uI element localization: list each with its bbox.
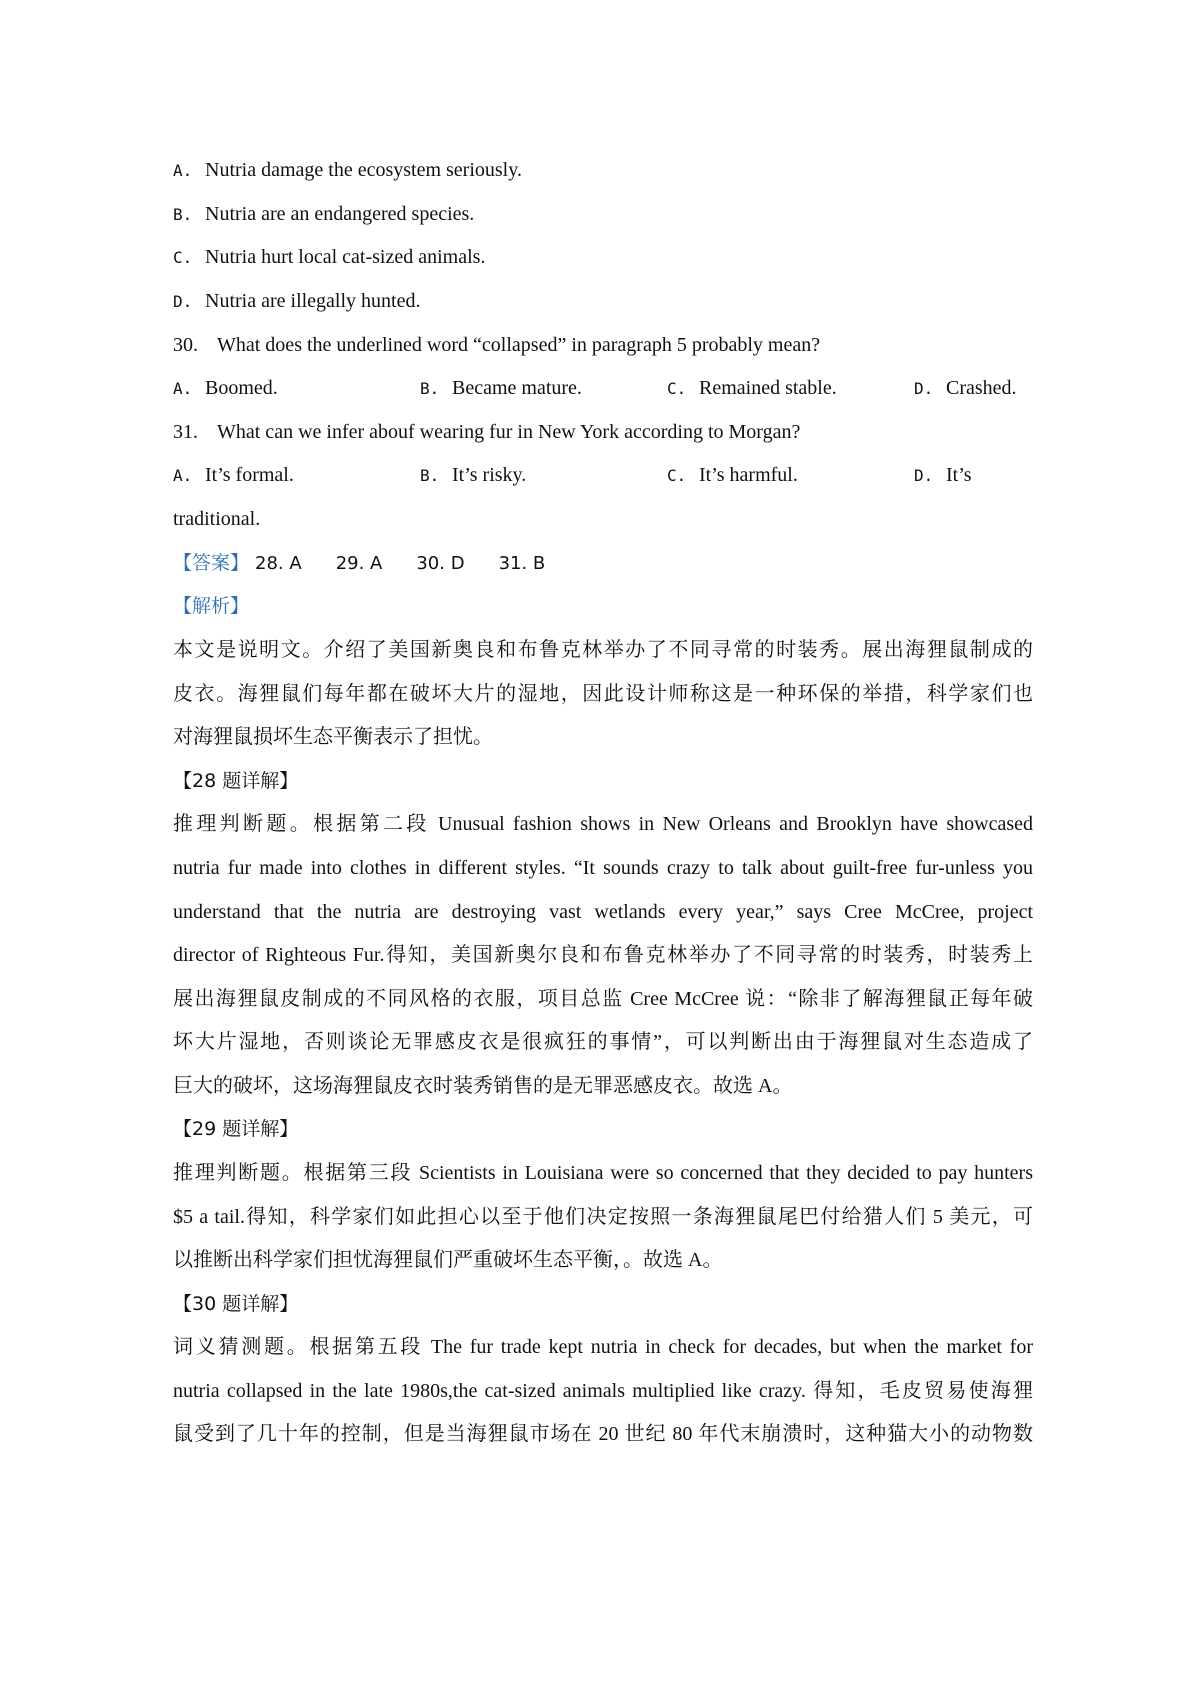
detail-28-line: 展出海狸鼠皮制成的不同风格的衣服，项目总监 Cree McCree 说：“除非了解海狸鼠正每年破 [173,988,1033,1010]
question-text: What does the underlined word “collapsed” in paragraph 5 probably mean? [217,334,821,356]
analysis-line: 对海狸鼠损坏生态平衡表示了担忧。 [173,726,493,748]
option-text: It’s risky. [452,464,527,486]
option-text: Nutria damage the ecosystem seriously. [205,159,522,181]
answer-item: 29. A [335,553,383,574]
detail-30-line: nutria collapsed in the late 1980s,the cat-sized animals multiplied like crazy. 得知，毛皮贸易使海狸 [173,1380,1033,1402]
option-letter: B. [173,205,193,224]
analysis-line: 本文是说明文。介绍了美国新奥良和布鲁克林举办了不同寻常的时装秀。展出海狸鼠制成的 [173,639,1033,661]
q30-stem [173,331,1033,359]
option-letter: D. [914,379,934,398]
detail-30-line: 词义猜测题。根据第五段 The fur trade kept nutria in check for decades, but when the market for [173,1336,1033,1358]
q31-option-d-wrap: traditional. [173,508,261,530]
q31-option-b [420,461,526,490]
option-letter: C. [667,379,687,398]
q30-option-c [667,374,837,403]
option-text: Nutria are illegally hunted. [205,290,421,312]
detail-30-line: 鼠受到了几十年的控制，但是当海狸鼠市场在 20 世纪 80 年代末崩溃时，这种猫大小的动物数 [173,1423,1033,1445]
detail-28-line: nutria fur made into clothes in different styles. “It sounds crazy to talk about guilt-free fur-unless you [173,857,1033,879]
option-letter: C. [173,248,193,267]
q31-option-c [667,461,798,490]
q31-option-d [914,461,972,490]
answer-item: 30. D [416,553,465,574]
option-letter: A. [173,466,193,485]
option-letter: B. [420,379,440,398]
option-text: Boomed. [205,377,278,399]
q29-option-d [173,287,1033,316]
detail-28-line: 巨大的破坏，这场海狸鼠皮衣时装秀销售的是无罪恶感皮衣。故选 A。 [173,1075,793,1097]
analysis-line: 皮衣。海狸鼠们每年都在破坏大片的湿地，因此设计师称这是一种环保的举措，科学家们也 [173,683,1033,705]
question-number: 31. [173,421,198,443]
detail-28-header: 【28 题详解】 [173,770,299,792]
option-text: It’s formal. [205,464,294,486]
q30-option-a [173,374,278,403]
option-text: Became mature. [452,377,582,399]
q30-option-b [420,374,582,403]
q29-option-a [173,156,1033,185]
option-letter: A. [173,379,193,398]
detail-28-line: understand that the nutria are destroying vast wetlands every year,” says Cree McCree, project [173,901,1033,923]
q30-options [173,374,1033,402]
answer-line [173,549,1033,578]
option-letter: D. [173,292,193,311]
analysis-tag-text: 【解析】 [173,595,250,617]
answer-tag: 【答案】 [173,552,250,574]
option-text: Crashed. [946,377,1017,399]
detail-28-line: 坏大片湿地，否则谈论无罪感皮衣是很疯狂的事情”，可以判断出由于海狸鼠对生态造成了 [173,1031,1033,1053]
option-letter: A. [173,161,193,180]
detail-29-line: $5 a tail.得知，科学家们如此担心以至于他们决定按照一条海狸鼠尾巴付给猎人们 5 美元，可 [173,1206,1033,1228]
option-text: It’s harmful. [699,464,798,486]
q29-option-c [173,243,1033,272]
detail-29-header: 【29 题详解】 [173,1118,299,1140]
detail-28-line: director of Righteous Fur.得知，美国新奥尔良和布鲁克林举办了不同寻常的时装秀，时装秀上 [173,944,1033,966]
detail-29-line: 推理判断题。根据第三段 Scientists in Louisiana were so concerned that they decided to pay hunters [173,1162,1033,1184]
answer-item: 31. B [498,553,546,574]
option-letter: C. [667,466,687,485]
option-text: It’s [946,464,972,486]
option-letter: B. [420,466,440,485]
option-text: Remained stable. [699,377,837,399]
analysis-tag [173,592,1033,620]
q30-option-d [914,374,1017,403]
option-text: Nutria are an endangered species. [205,203,475,225]
detail-28-line: 推理判断题。根据第二段 Unusual fashion shows in New Orleans and Brooklyn have showcased [173,813,1033,835]
q29-option-b [173,200,1033,229]
option-letter: D. [914,466,934,485]
q31-options [173,461,1033,489]
question-number: 30. [173,334,198,356]
option-text: Nutria hurt local cat-sized animals. [205,246,486,268]
answer-item: 28. A [255,553,302,574]
detail-29-line: 以推断出科学家们担忧海狸鼠们严重破坏生态平衡，。故选 A。 [173,1249,723,1271]
q31-stem [173,418,1033,446]
q31-option-a [173,461,294,490]
question-text: What can we infer abouf wearing fur in New York according to Morgan? [217,421,801,443]
detail-30-header: 【30 题详解】 [173,1293,299,1315]
